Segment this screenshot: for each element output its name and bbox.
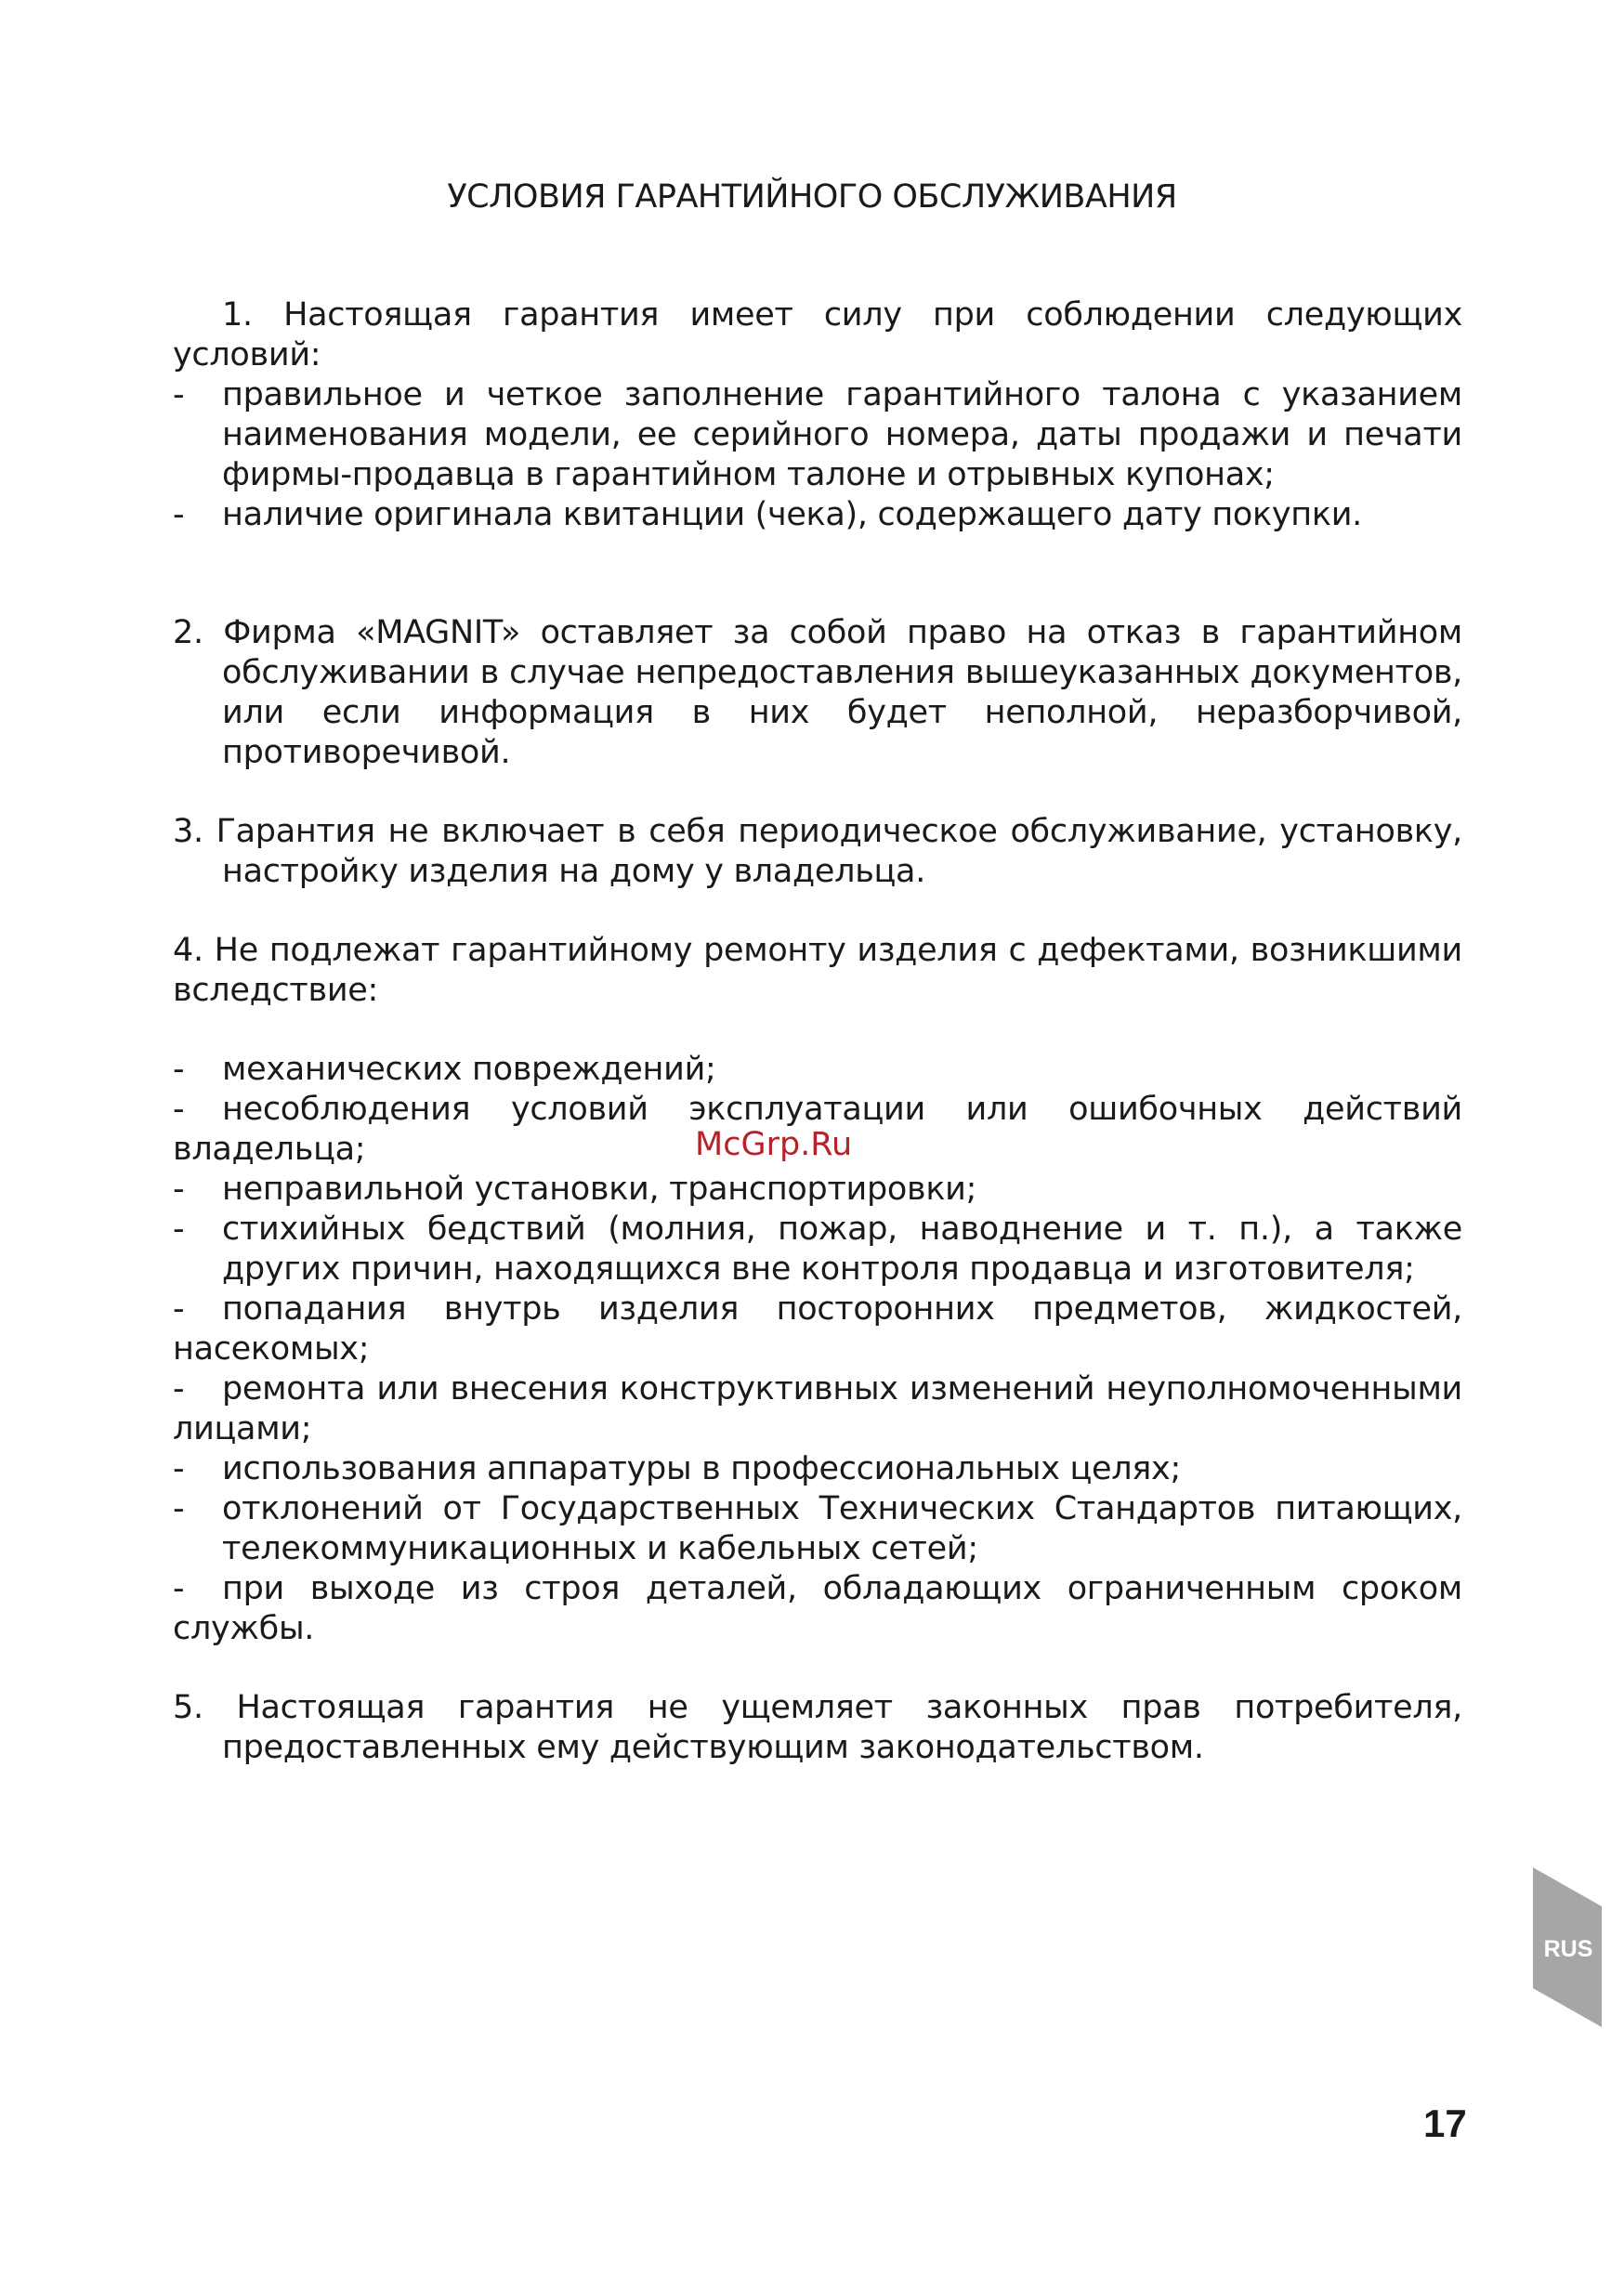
dash-marker: - bbox=[173, 1490, 185, 1527]
list-item: - неправильной установки, транспортировки; bbox=[173, 1171, 977, 1208]
dash-marker: - bbox=[173, 1290, 185, 1328]
page-number: 17 bbox=[1423, 2101, 1467, 2145]
list-item: - стихийных бедствий (молния, пожар, наводнение и т. п.), а также других причин, находящихся вне контроля продавца и изготовителя; bbox=[173, 1211, 1462, 1288]
language-tab bbox=[1533, 1867, 1602, 2027]
list-item: - несоблюдения условий эксплуатации или ошибочных действий владельца; bbox=[173, 1091, 1462, 1168]
dash-marker: - bbox=[173, 1370, 185, 1407]
dash-marker: - bbox=[173, 1450, 185, 1487]
list-item: - использования аппаратуры в профессиональных целях; bbox=[173, 1450, 1181, 1487]
section-5: 5. Настоящая гарантия не ущемляет законных прав потребителя, предоставленных ему действующим законодательством. bbox=[173, 1689, 1462, 1766]
dash-marker: - bbox=[173, 1091, 185, 1128]
section-1-list bbox=[173, 375, 1462, 535]
dash-marker: - bbox=[173, 376, 185, 413]
document-body bbox=[173, 295, 1462, 1768]
list-item: - при выходе из строя деталей, обладающих ограниченным сроком службы. bbox=[173, 1570, 1462, 1647]
section-1 bbox=[173, 295, 1462, 535]
dash-marker: - bbox=[173, 496, 185, 533]
list-item: - наличие оригинала квитанции (чека), содержащего дату покупки. bbox=[173, 496, 1362, 533]
dash-marker: - bbox=[173, 1171, 185, 1208]
section-1-intro: 1. Настоящая гарантия имеет силу при соблюдении следующих условий: bbox=[173, 296, 1462, 373]
section-2: 2. Фирма «MAGNIT» оставляет за собой право на отказ в гарантийном обслуживании в случае непредоставления вышеуказанных документов, или если информация в них будет неполной, неразборчивой, противоречивой. bbox=[173, 614, 1462, 771]
watermark: McGrp.Ru bbox=[695, 1126, 853, 1163]
list-item: - отклонений от Государственных Технических Стандартов питающих, телекоммуникационных и кабельных сетей; bbox=[173, 1490, 1462, 1567]
list-item: - ремонта или внесения конструктивных изменений неуполномоченными лицами; bbox=[173, 1370, 1462, 1447]
dash-marker: - bbox=[173, 1211, 185, 1248]
list-item: - механических повреждений; bbox=[173, 1051, 716, 1088]
list-item: - попадания внутрь изделия посторонних предметов, жидкостей, насекомых; bbox=[173, 1290, 1462, 1368]
page-title: УСЛОВИЯ ГАРАНТИЙНОГО ОБСЛУЖИВАНИЯ bbox=[447, 178, 1177, 216]
language-tab-label: RUS bbox=[1543, 1936, 1593, 1962]
section-4 bbox=[173, 931, 1462, 1649]
dash-marker: - bbox=[173, 1051, 185, 1088]
list-item: - правильное и четкое заполнение гарантийного талона с указанием наименования модели, ее серийного номера, даты продажи и печати фирмы-продавца в гарантийном талоне и отрывных купонах; bbox=[173, 376, 1462, 493]
section-3: 3. Гарантия не включает в себя периодическое обслуживание, установку, настройку изделия на дому у владельца. bbox=[173, 813, 1462, 890]
dash-marker: - bbox=[173, 1570, 185, 1607]
section-4-intro: 4. Не подлежат гарантийному ремонту изделия с дефектами, возникшими вследствие: bbox=[173, 932, 1462, 1009]
